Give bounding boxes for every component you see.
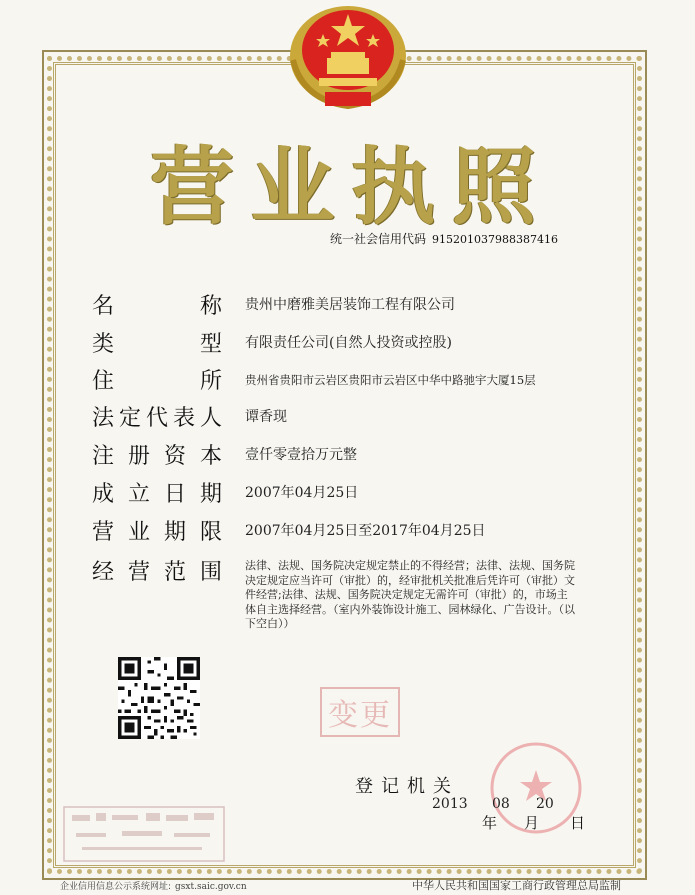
label-char: 限 xyxy=(199,520,222,545)
label-char: 代 xyxy=(145,406,168,431)
license-title xyxy=(150,125,540,235)
issue-month: 08 xyxy=(492,796,510,812)
field-value: 有限责任公司(自然人投资或控股) xyxy=(245,335,452,351)
field-value: 法律、法规、国务院决定规定禁止的不得经营；法律、法规、国务院决定规定应当许可（审批）的，经审批机关批准后凭许可（审批）文件经营;法律、法规、国务院决定规定无需许可（审批）的，市场主体自主选择经营。（室内外装饰设计施工、园林绿化、广告设计。（以下空白）） xyxy=(245,559,575,630)
footer-left-label: 企业信用信息公示系统网址: xyxy=(60,882,172,892)
label-char: 范 xyxy=(163,560,186,585)
label-char: 表 xyxy=(172,406,195,431)
field-value: 谭香现 xyxy=(245,409,287,425)
label-char: 期 xyxy=(199,482,222,507)
footer-left-url: gsxt.saic.gov.cn xyxy=(175,882,247,892)
field-label xyxy=(92,477,222,508)
title-char: 业 xyxy=(250,136,339,236)
title-char: 营 xyxy=(150,136,239,236)
credit-code-value: 915201037988387416 xyxy=(432,233,558,246)
label-char: 围 xyxy=(199,560,222,585)
field-value: 壹仟零壹拾万元整 xyxy=(245,447,357,463)
label-char: 住 xyxy=(92,369,115,394)
label-char: 营 xyxy=(92,520,115,545)
label-char: 成 xyxy=(92,482,115,507)
unit-month: 月 xyxy=(524,814,540,832)
label-char: 立 xyxy=(127,482,150,507)
field-label xyxy=(92,401,222,432)
title-char: 执 xyxy=(351,136,440,236)
label-char: 资 xyxy=(163,444,186,469)
label-char: 本 xyxy=(199,444,222,469)
field-label xyxy=(92,327,222,358)
label-char: 法 xyxy=(92,406,115,431)
credit-code-label: 统一社会信用代码 xyxy=(330,232,427,246)
issue-day: 20 xyxy=(536,796,554,812)
credit-code-line xyxy=(330,230,558,247)
label-char: 人 xyxy=(199,406,222,431)
footer-left xyxy=(60,879,247,892)
label-char: 称 xyxy=(199,294,222,319)
label-char: 期 xyxy=(163,520,186,545)
label-char: 注 xyxy=(92,444,115,469)
field-value: 2007年04月25日 xyxy=(245,485,359,501)
unit-day: 日 xyxy=(570,814,586,832)
label-char: 经 xyxy=(92,560,115,585)
change-stamp: 变更 xyxy=(320,687,400,737)
registration-authority-label: 登记机关 xyxy=(355,776,459,797)
label-char: 名 xyxy=(92,294,115,319)
qr-code-icon xyxy=(118,657,200,739)
issue-year: 2013 xyxy=(432,796,468,812)
label-char: 业 xyxy=(127,520,150,545)
field-label xyxy=(92,439,222,470)
label-char: 定 xyxy=(118,406,141,431)
footer-right: 中华人民共和国国家工商行政管理总局监制 xyxy=(412,879,621,892)
national-emblem-icon xyxy=(283,0,413,112)
label-char: 日 xyxy=(163,482,186,507)
faded-stamp-strip xyxy=(62,803,227,863)
unit-year: 年 xyxy=(482,814,498,832)
field-label xyxy=(92,289,222,320)
field-label xyxy=(92,555,222,586)
field-value: 贵州中磨雅美居装饰工程有限公司 xyxy=(245,297,455,313)
label-char: 册 xyxy=(127,444,150,469)
field-value: 2007年04月25日至2017年04月25日 xyxy=(245,523,486,539)
field-label xyxy=(92,364,222,395)
label-char: 型 xyxy=(199,332,222,357)
title-char: 照 xyxy=(451,136,540,236)
label-char: 营 xyxy=(127,560,150,585)
label-char: 所 xyxy=(199,369,222,394)
field-value: 贵州省贵阳市云岩区贵阳市云岩区中华中路驰宇大厦15层 xyxy=(245,373,536,387)
field-label xyxy=(92,515,222,546)
label-char: 类 xyxy=(92,332,115,357)
